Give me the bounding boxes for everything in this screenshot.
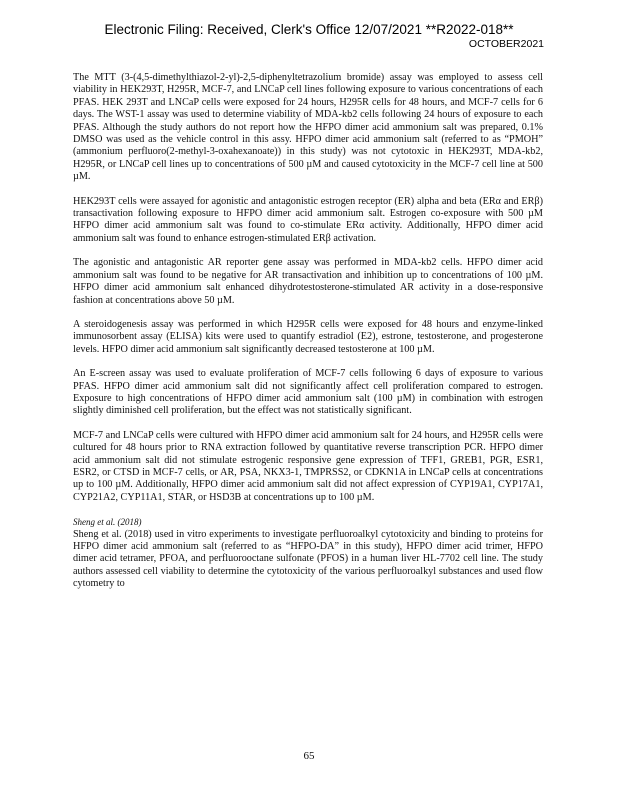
- paragraph-e-screen: An E-screen assay was used to evaluate proliferation of MCF-7 cells following 6 days of exposure to various PFAS. HFPO dimer acid ammonium salt did not significantly affect cell proliferation compared to estrogen. Exposure to high concentrations of HFPO dimer acid ammonium salt (100 µM) in combination with estrogen slightly diminished cell proliferation, but the effect was not statistically significant.: [73, 368, 543, 417]
- page-number: 65: [303, 750, 315, 762]
- paragraph-steroidogenesis: A steroidogenesis assay was performed in which H295R cells were exposed for 48 hours and enzyme-linked immunosorbent assay (ELISA) kits were used to quantify estradiol (E2), estrone, testosterone, and progesterone levels. HFPO dimer acid ammonium salt significantly decreased testosterone at 100 µM.: [73, 318, 543, 355]
- paragraph-cell-viability: The MTT (3-(4,5-dimethylthiazol-2-yl)-2,5-diphenyltetrazolium bromide) assay was employed to assess cell viability in HEK293T, H295R, MCF-7, and LNCaP cell lines following exposure to various concentrations of each PFAS. HEK 293T and LNCaP cells were exposed for 24 hours, H295R cells for 48 hours, and MCF-7 cells for 6 days. The WST-1 assay was used to determine viability of MDA-kb2 cells following 24 hours of exposure to each PFAS. Although the study authors do not report how the HFPO dimer acid ammonium salt was prepared, 0.1% DMSO was used as the vehicle control in this assy. HFPO dimer acid ammonium salt (referred to as “PMOH” (ammonium perfluoro(2-methyl-3-oxahexanoate)) in this study) was not cytotoxic in HEK293T, MDA-kb2, H295R, or LNCaP cell lines up to concentrations of 500 µM and caused cytotoxicity in the MCF-7 cell line at 500 µM.: [73, 72, 543, 183]
- document-body: [73, 72, 543, 591]
- report-date: OCTOBER2021: [468, 38, 544, 50]
- paragraph-ar-reporter-assay: The agonistic and antagonistic AR reporter gene assay was performed in MDA-kb2 cells. HFPO dimer acid ammonium salt was found to be negative for AR transactivation and inhibition up to concentrations of 100 µM. HFPO dimer acid ammonium salt enhanced dihydrotestosterone-stimulated AR activity in a dose-responsive fashion at concentrations above 50 µM.: [73, 257, 543, 306]
- paragraph-er-transactivation: HEK293T cells were assayed for agonistic and antagonistic estrogen receptor (ER) alpha and beta (ERα and ERβ) transactivation following exposure to HFPO dimer acid ammonium salt. Estrogen co-exposure with 500 µM HFPO dimer acid ammonium salt was found to co-stimulate ERα activity. Additionally, HFPO dimer acid ammonium salt was found to enhance estrogen-stimulated ERβ activation.: [73, 195, 543, 244]
- paragraph-sheng-2018: Sheng et al. (2018) used in vitro experiments to investigate perfluoroalkyl cytotoxicity and binding to proteins for HFPO dimer acid ammonium salt (referred to as “HFPO-DA” in this study), HFPO dimer acid trimer, HFPO dimer acid tetramer, PFOA, and perfluorooctane sulfonate (PFOS) in a human liver HL-7702 cell line. The study authors assessed cell viability to determine the cytotoxicity of the various perfluoroalkyl substances and used flow cytometry to: [73, 528, 543, 590]
- paragraph-gene-expression: MCF-7 and LNCaP cells were cultured with HFPO dimer acid ammonium salt for 24 hours, and H295R cells were cultured for 48 hours prior to RNA extraction followed by quantitative reverse transcription PCR. HFPO dimer acid ammonium salt did not stimulate estrogenic responsive gene expression of TFF1, GREB1, PGR, ESR1, ESR2, or CTSD in MCF-7 cells, or AR, PSA, NKX3-1, TMPRSS2, or CDKN1A in LNCaP cells at concentrations up to 100 µM. Additionally, HFPO dimer acid ammonium salt did not affect expression of CYP19A1, CYP17A1, CYP21A2, CYP11A1, STAR, or HSD3B at concentrations up to 100 µM.: [73, 429, 543, 503]
- filing-header: Electronic Filing: Received, Clerk's Office 12/07/2021 **R2022-018**: [104, 22, 514, 37]
- study-heading: Sheng et al. (2018): [73, 517, 142, 528]
